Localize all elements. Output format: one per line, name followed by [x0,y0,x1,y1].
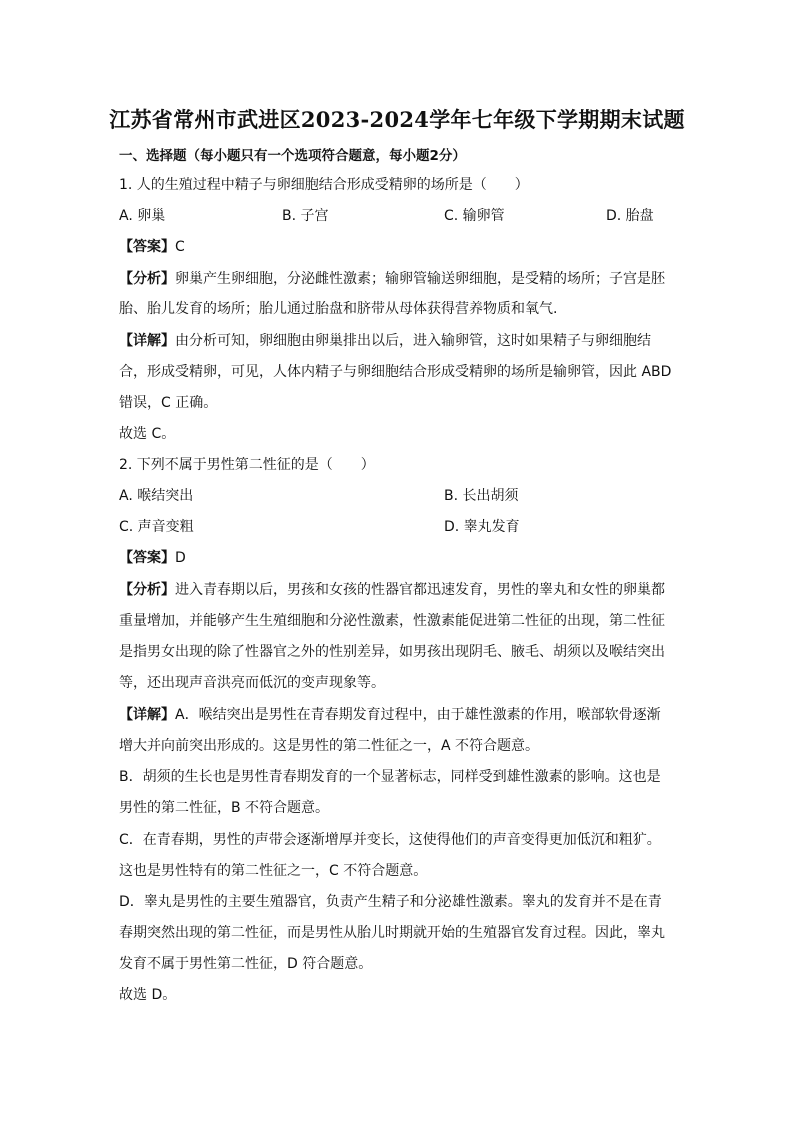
q2-option-a: A. 喉结突出 [119,488,194,504]
q1-detail-line: 合，形成受精卵，可见，人体内精子与卵细胞结合形成受精卵的场所是输卵管，因此 ABD [119,364,672,380]
q1-conclusion: 故选 C。 [119,426,176,442]
detail-tag: 【详解】 [119,707,175,723]
q1-option-d: D. 胎盘 [606,208,654,224]
detail-tag: 【详解】 [119,333,175,349]
answer-tag: 【答案】 [119,239,175,255]
q1-option-c: C. 输卵管 [444,208,505,224]
q2-detail-line: 发育不属于男性第二性征，D 符合题意。 [119,956,373,972]
q2-detail-line [119,705,661,725]
answer-value: D [175,550,186,566]
analysis-tag: 【分析】 [119,582,175,598]
q1-option-b: B. 子宫 [282,208,329,224]
q1-analysis-line [119,269,665,289]
q2-detail-line: D．睾丸是男性的主要生殖器官，负责产生精子和分泌雄性激素。睾丸的发育并不是在青 [119,894,662,910]
q2-conclusion: 故选 D。 [119,987,177,1003]
page-title: 江苏省常州市武进区2023-2024学年七年级下学期期末试题 [109,107,685,132]
question-2-stem: 2. 下列不属于男性第二性征的是（ ） [119,457,375,473]
q1-analysis-line: 胎、胎儿发育的场所；胎儿通过胎盘和脐带从母体获得营养物质和氧气. [119,301,558,317]
q2-detail-line: 这也是男性特有的第二性征之一，C 不符合题意。 [119,863,428,879]
answer-value: C [175,239,185,255]
detail-text: A．喉结突出是男性在青春期发育过程中，由于雄性激素的作用，喉部软骨逐渐 [175,707,661,723]
q2-detail-line: 增大并向前突出形成的。这是男性的第二性征之一，A 不符合题意。 [119,738,540,754]
q2-detail-line: B．胡须的生长也是男性青春期发育的一个显著标志，同样受到雄性激素的影响。这也是 [119,769,661,785]
q2-detail-line: C．在青春期，男性的声带会逐渐增厚并变长，这使得他们的声音变得更加低沉和粗犷。 [119,832,661,848]
q2-analysis-line: 重量增加，并能够产生生殖细胞和分泌性激素，性激素能促进第二性征的出现，第二性征 [119,613,665,629]
analysis-tag: 【分析】 [119,271,175,287]
question-1-stem: 1. 人的生殖过程中精子与卵细胞结合形成受精卵的场所是（ ） [119,177,529,193]
analysis-text: 进入青春期以后，男孩和女孩的性器官都迅速发育，男性的睾丸和女性的卵巢都 [175,582,665,598]
q1-detail-line [119,331,651,351]
q2-option-c: C. 声音变粗 [119,519,194,535]
q2-option-b: B. 长出胡须 [444,488,519,504]
detail-text: 由分析可知，卵细胞由卵巢排出以后，进入输卵管，这时如果精子与卵细胞结 [175,333,651,349]
analysis-text: 卵巢产生卵细胞，分泌雌性激素；输卵管输送卵细胞，是受精的场所；子宫是胚 [175,271,665,287]
q2-option-d: D. 睾丸发育 [444,519,520,535]
section-heading: 一、选择题（每小题只有一个选项符合题意，每小题2分） [119,148,466,164]
q1-detail-line: 错误，C 正确。 [119,395,218,411]
q2-answer [119,548,186,568]
q2-analysis-line [119,580,665,600]
q2-analysis-line: 等，还出现声音洪亮而低沉的变声现象等。 [119,675,385,691]
q2-analysis-line: 是指男女出现的除了性器官之外的性别差异，如男孩出现阴毛、腋毛、胡须以及喉结突出 [119,644,665,660]
q1-answer [119,237,185,257]
q1-option-a: A. 卵巢 [119,208,166,224]
q2-detail-line: 春期突然出现的第二性征，而是男性从胎儿时期就开始的生殖器官发育过程。因此，睾丸 [119,925,665,941]
answer-tag: 【答案】 [119,550,175,566]
q2-detail-line: 男性的第二性征，B 不符合题意。 [119,800,330,816]
